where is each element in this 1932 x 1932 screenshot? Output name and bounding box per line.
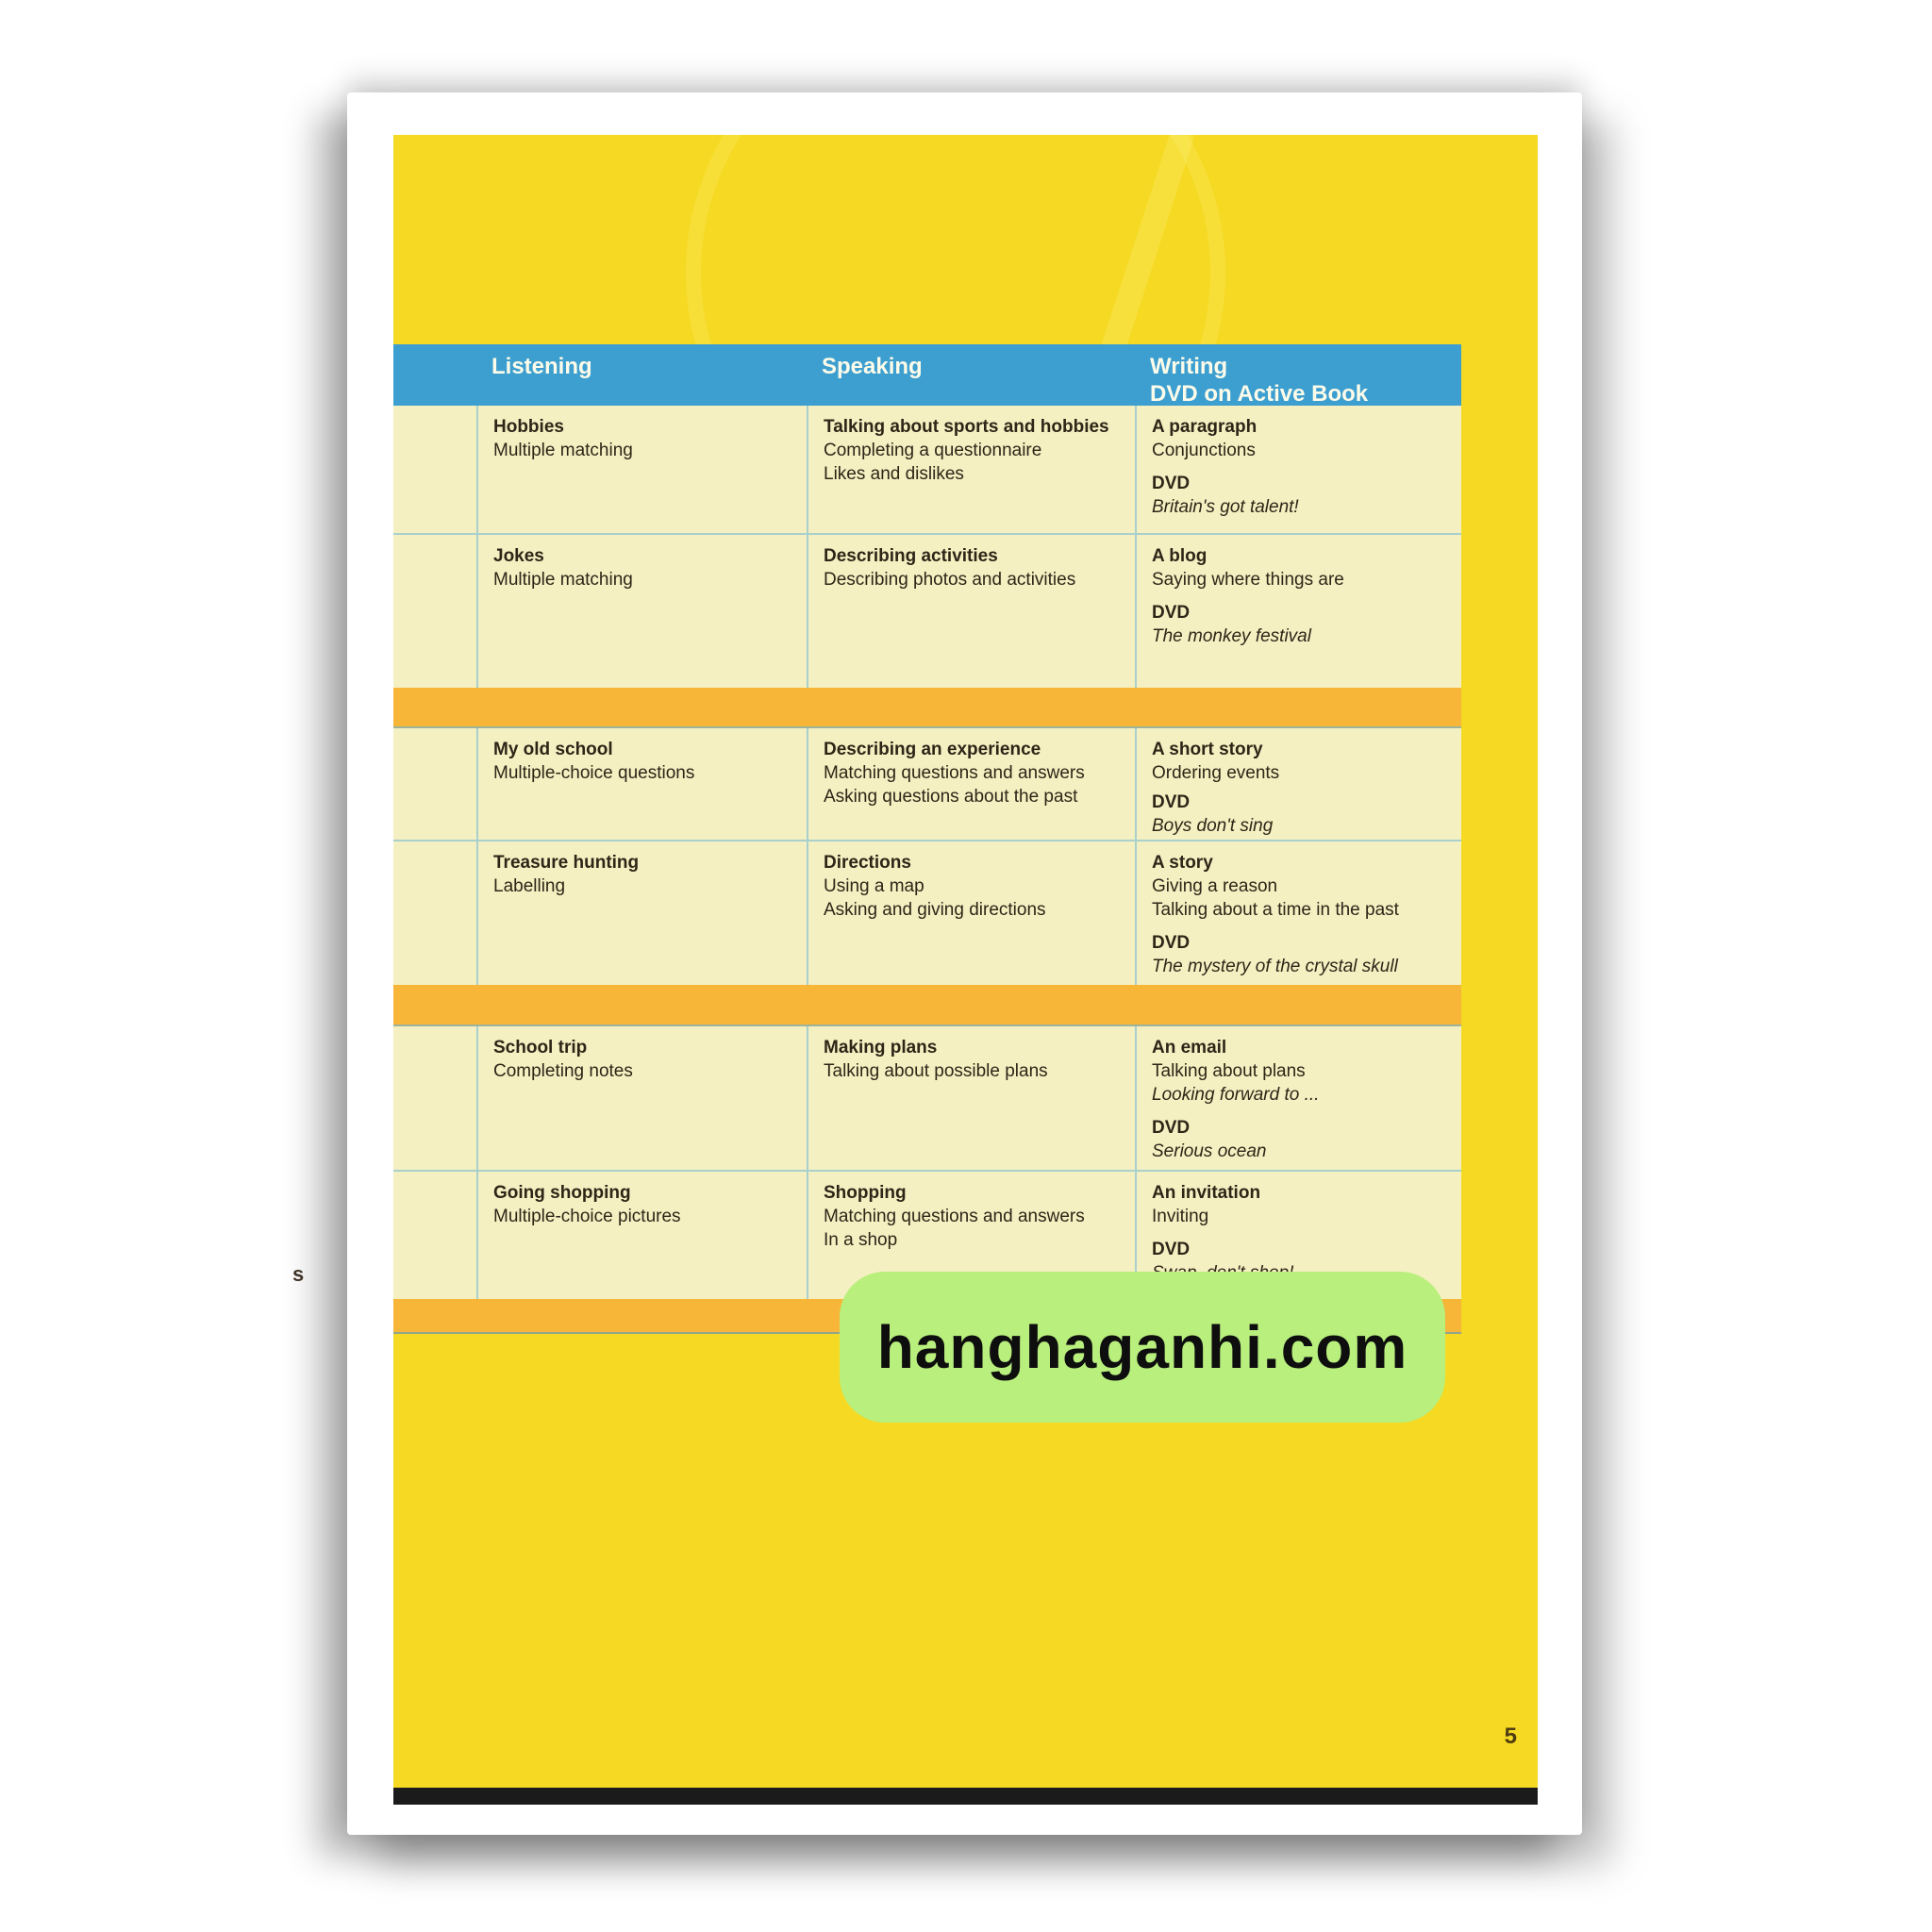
- header-cell-writing: [1135, 344, 1461, 406]
- cell-line: Matching questions and answers: [824, 1207, 1085, 1226]
- table-row: [393, 840, 1461, 985]
- cell-title: My old school: [493, 740, 613, 759]
- table-header-row: [393, 344, 1461, 406]
- spacer-cell: [393, 535, 476, 688]
- cell-line: Completing notes: [493, 1061, 633, 1081]
- listening-cell: [476, 841, 807, 985]
- cell-line: Using a map: [824, 876, 924, 896]
- speaking-cell: [807, 406, 1135, 533]
- cell-line: Saying where things are: [1152, 570, 1344, 590]
- listening-header-label: Listening: [491, 354, 592, 379]
- cell-title: A story: [1152, 853, 1213, 873]
- dvd-title: Serious ocean: [1152, 1141, 1267, 1161]
- cell-title: An invitation: [1152, 1183, 1261, 1203]
- cell-title: Jokes: [493, 546, 544, 566]
- cell-title: School trip: [493, 1038, 588, 1058]
- spacer-cell: [393, 1026, 476, 1170]
- cell-line: Multiple matching: [493, 441, 633, 460]
- cell-line: Asking questions about the past: [824, 787, 1078, 807]
- writing-cell: [1135, 728, 1461, 840]
- spacer-cell: [393, 1172, 476, 1299]
- cell-title: Describing an experience: [824, 740, 1041, 759]
- cell-title: Directions: [824, 853, 911, 873]
- scanned-page: [347, 92, 1582, 1835]
- cell-line: Matching questions and answers: [824, 763, 1085, 783]
- writing-cell: [1135, 406, 1461, 533]
- listening-cell: [476, 1026, 807, 1170]
- dvd-label: DVD: [1152, 603, 1191, 623]
- speaking-cell: [807, 728, 1135, 840]
- cell-line: Talking about possible plans: [824, 1061, 1048, 1081]
- dvd-label: DVD: [1152, 933, 1191, 953]
- listening-cell: [476, 1172, 807, 1299]
- table-row: [393, 533, 1461, 688]
- spacer-cell: [393, 841, 476, 985]
- watermark-text: hanghaganhi.com: [876, 1313, 1408, 1381]
- table-row: [393, 728, 1461, 840]
- cell-line: Giving a reason: [1152, 876, 1278, 896]
- writing-cell: [1135, 1026, 1461, 1170]
- cell-title: Going shopping: [493, 1183, 631, 1203]
- cell-line: Multiple-choice pictures: [493, 1207, 681, 1226]
- cell-line: Multiple matching: [493, 570, 633, 590]
- cell-line: Multiple-choice questions: [493, 763, 695, 783]
- page-bottom-scan-bar: [393, 1788, 1538, 1805]
- dvd-label: DVD: [1152, 792, 1191, 812]
- dvd-title: The monkey festival: [1152, 626, 1311, 646]
- dvd-title: Boys don't sing: [1152, 816, 1274, 836]
- cell-title: Making plans: [824, 1038, 938, 1058]
- table-row: [393, 406, 1461, 533]
- writing-cell: [1135, 841, 1461, 985]
- cell-line: Likes and dislikes: [824, 464, 964, 484]
- cell-title: A blog: [1152, 546, 1208, 566]
- dvd-label: DVD: [1152, 1240, 1191, 1259]
- cell-title: Talking about sports and hobbies: [824, 417, 1109, 437]
- cell-title: A short story: [1152, 740, 1263, 759]
- dvd-title: The mystery of the crystal skull: [1152, 957, 1398, 976]
- speaking-header-label: Speaking: [822, 354, 923, 379]
- spacer-cell: [393, 728, 476, 840]
- page-content: [393, 135, 1538, 1788]
- table-row: [393, 1026, 1461, 1170]
- writing-header-sublabel: DVD on Active Book: [1150, 381, 1369, 407]
- listening-cell: [476, 728, 807, 840]
- page-number: 5: [1504, 1724, 1517, 1749]
- cell-line: Ordering events: [1152, 763, 1280, 783]
- speaking-cell: [807, 535, 1135, 688]
- header-cell-speaking: [807, 344, 1135, 406]
- cell-line: Talking about plans: [1152, 1061, 1306, 1081]
- writing-cell: [1135, 535, 1461, 688]
- header-spacer-cell: [393, 344, 476, 406]
- listening-cell: [476, 406, 807, 533]
- cell-line: Looking forward to ...: [1152, 1085, 1320, 1105]
- cell-line: Asking and giving directions: [824, 900, 1046, 920]
- cell-title: Treasure hunting: [493, 853, 640, 873]
- section-divider-band: [393, 985, 1461, 1026]
- cell-line: Describing photos and activities: [824, 570, 1076, 590]
- listening-cell: [476, 535, 807, 688]
- cell-title: Hobbies: [493, 417, 564, 437]
- speaking-cell: [807, 1026, 1135, 1170]
- cell-line: Inviting: [1152, 1207, 1209, 1226]
- stray-scan-mark: s: [292, 1262, 305, 1286]
- dvd-label: DVD: [1152, 474, 1191, 493]
- cell-line: Talking about a time in the past: [1152, 900, 1399, 920]
- cell-line: Completing a questionnaire: [824, 441, 1042, 460]
- speaking-cell: [807, 841, 1135, 985]
- dvd-title: Britain's got talent!: [1152, 497, 1299, 517]
- dvd-label: DVD: [1152, 1118, 1191, 1138]
- cell-line: In a shop: [824, 1230, 898, 1250]
- spacer-cell: [393, 406, 476, 533]
- watermark-pill: [840, 1272, 1445, 1423]
- header-cell-listening: [476, 344, 807, 406]
- cell-title: An email: [1152, 1038, 1227, 1058]
- cell-title: A paragraph: [1152, 417, 1257, 437]
- cell-line: Labelling: [493, 876, 566, 896]
- section-divider-band: [393, 688, 1461, 728]
- cell-line: Conjunctions: [1152, 441, 1256, 460]
- cell-title: Shopping: [824, 1183, 907, 1203]
- cell-title: Describing activities: [824, 546, 998, 566]
- syllabus-table: [393, 344, 1461, 1334]
- writing-header-label: Writing: [1150, 354, 1228, 379]
